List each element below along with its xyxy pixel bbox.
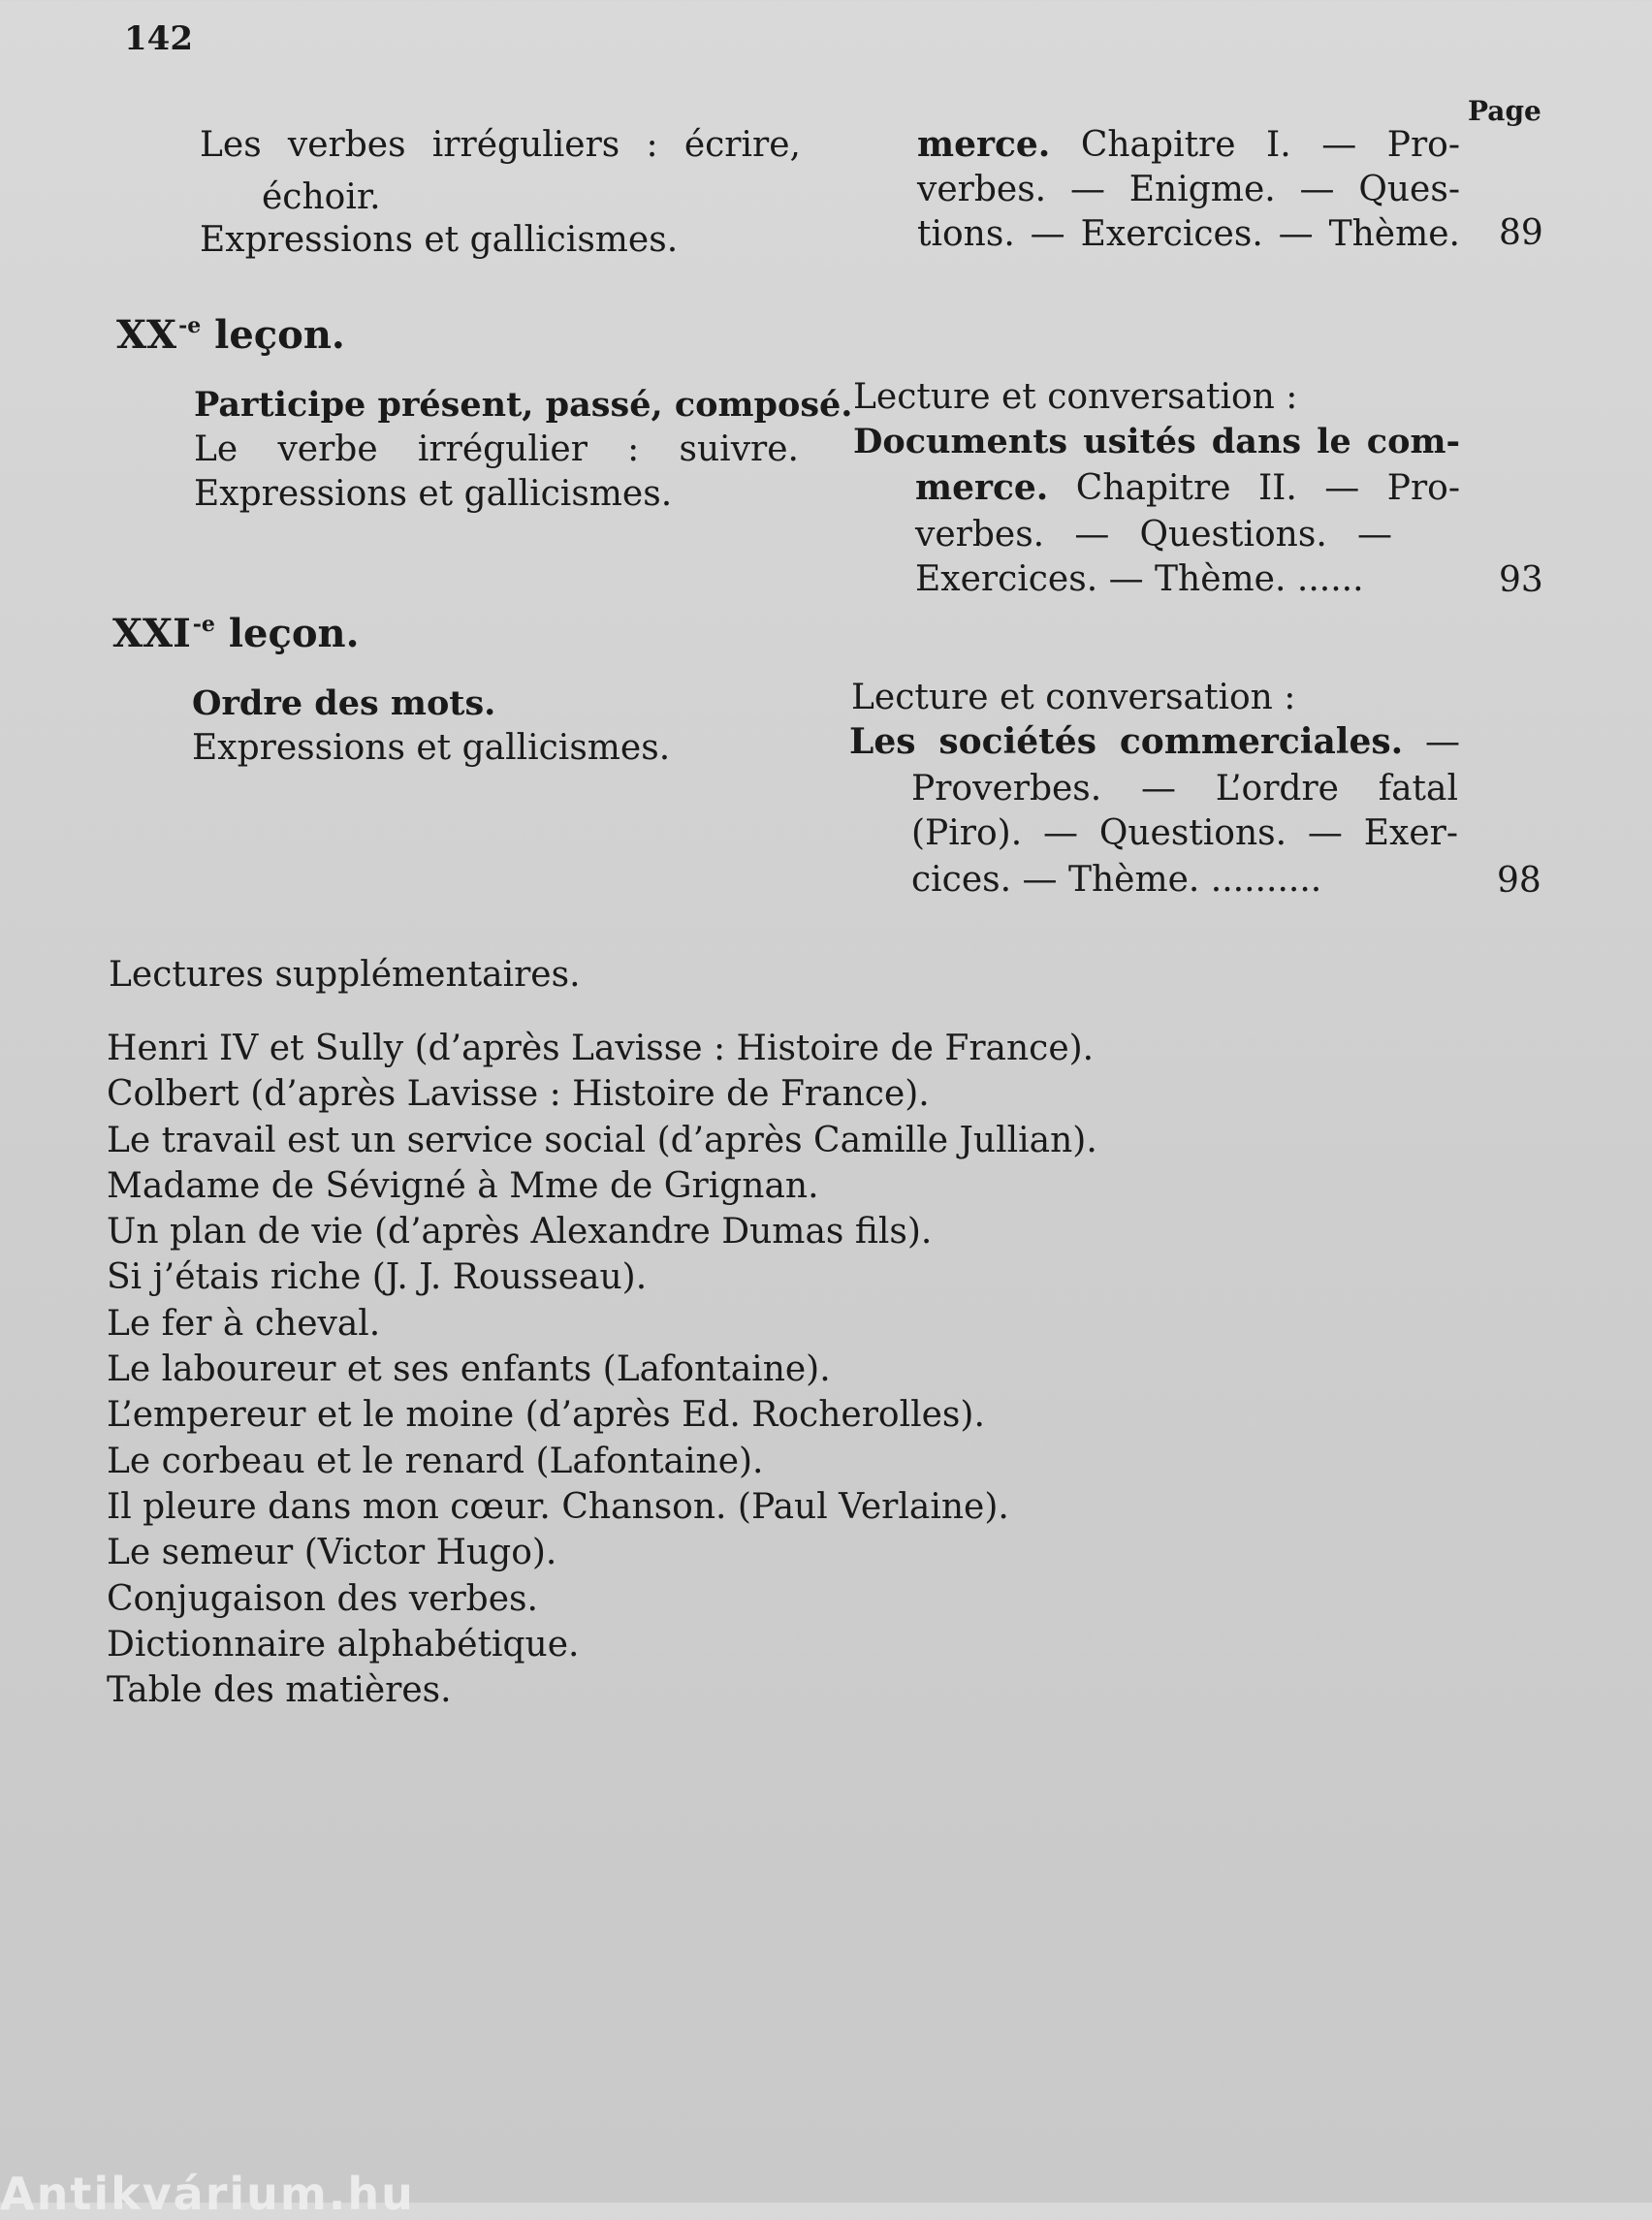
list-item: Colbert (d’après Lavisse : Histoire de France). [107,1074,930,1115]
watermark: Antikvárium.hu [0,2168,415,2220]
right-line: Lecture et conversation : [851,678,1296,717]
bold-run: merce. [917,124,1051,165]
page-number: 142 [124,19,193,58]
left-line: Les verbes irréguliers : écrire, [200,125,801,165]
list-item: Le fer à cheval. [107,1303,381,1344]
lesson-sup: -e [192,612,215,637]
text-run: Chapitre I. — Pro- [1050,125,1460,165]
list-item: Il pleure dans mon cœur. Chanson. (Paul Verlaine). [107,1486,1009,1527]
page-ref: 89 [1499,213,1543,253]
right-line: verbes. — Enigme. — Ques- [917,170,1460,209]
lesson-word: leçon. [228,611,360,656]
text-run: — [1403,722,1460,762]
lesson-sup: -e [178,313,202,338]
right-line [917,122,1460,168]
list-item: Madame de Sévigné à Mme de Grignan. [107,1165,819,1206]
left-line: Expressions et gallicismes. [192,728,671,768]
right-line: verbes. — Questions. — [915,515,1392,555]
bold-run: Les sociétés commerciales. [849,721,1404,762]
list-item: Le travail est un service social (d’après Camille Jullian). [107,1120,1097,1160]
list-item: Henri IV et Sully (d’après Lavisse : Histoire de France). [107,1029,1095,1068]
left-line: Le verbe irrégulier : suivre. [194,429,799,469]
text-run: Chapitre II. — Pro- [1048,468,1460,508]
list-item: Dictionnaire alphabétique. [107,1624,580,1665]
page-ref: 93 [1499,560,1543,600]
right-line: tions. — Exercices. — Thème. [917,214,1460,254]
section-heading: Lectures supplémentaires. [109,955,581,995]
right-line: Exercices. — Thème. ...... [915,559,1364,599]
right-line: Documents usités dans le com- [853,422,1460,461]
left-line: échoir. [262,177,381,217]
lesson-numeral: XXI [112,611,191,656]
right-line: Lecture et conversation : [853,377,1298,417]
right-line [849,719,1460,765]
bold-run: merce. [915,467,1049,508]
list-item: Le semeur (Victor Hugo). [107,1533,557,1573]
right-line: cices. — Thème. .......... [911,860,1322,900]
page-column-header: Page [1468,95,1541,127]
left-line: Participe présent, passé, composé. [194,385,853,425]
left-line: Expressions et gallicismes. [200,220,679,260]
right-line: (Piro). — Questions. — Exer- [911,813,1458,853]
list-item: Table des matières. [107,1670,452,1711]
lesson-numeral: XX [116,312,177,358]
reading-list [107,1026,1367,1713]
list-item: L’empereur et le moine (d’après Ed. Rocherolles). [107,1395,985,1436]
list-item: Un plan de vie (d’après Alexandre Dumas fils). [107,1212,933,1253]
list-item: Si j’étais riche (J. J. Rousseau). [107,1257,648,1298]
list-item: Le laboureur et ses enfants (Lafontaine). [107,1349,831,1390]
right-line [915,465,1460,511]
lesson-word: leçon. [214,312,345,358]
left-line: Ordre des mots. [192,683,496,723]
list-item: Le corbeau et le renard (Lafontaine). [107,1441,764,1481]
right-line: Proverbes. — L’ordre fatal [911,769,1458,809]
lesson-heading [112,611,360,656]
left-line: Expressions et gallicismes. [194,474,673,514]
list-item: Conjugaison des verbes. [107,1578,538,1619]
page-ref: 98 [1497,861,1541,901]
lesson-heading [116,312,345,358]
